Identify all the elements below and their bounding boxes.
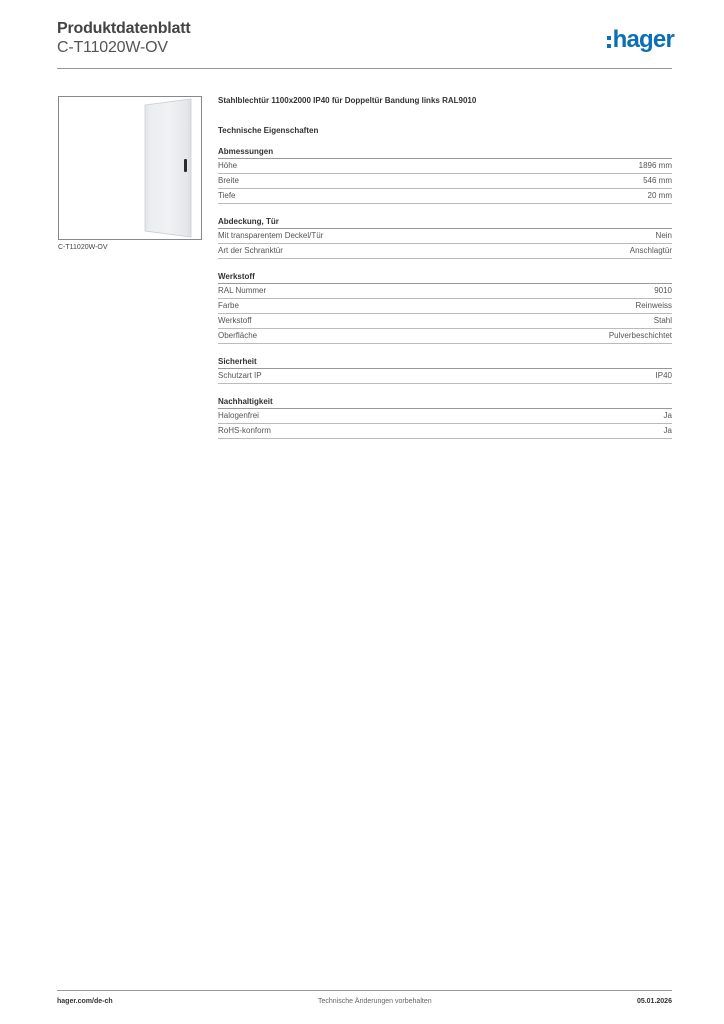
spec-label: Art der Schranktür — [218, 246, 283, 255]
spec-label: RoHS-konform — [218, 426, 271, 435]
spec-row — [218, 244, 672, 259]
spec-label: Werkstoff — [218, 316, 252, 325]
section-material — [218, 272, 672, 344]
spec-row — [218, 409, 672, 424]
spec-label: Mit transparentem Deckel/Tür — [218, 231, 324, 240]
footer-divider — [57, 990, 672, 991]
spec-value: Reinweiss — [635, 301, 672, 310]
spec-row — [218, 314, 672, 329]
spec-row — [218, 369, 672, 384]
section-title: Abdeckung, Tür — [218, 217, 672, 229]
section-dimensions — [218, 147, 672, 204]
footer-website-link[interactable]: hager.com/de-ch — [57, 998, 113, 1005]
section-title: Werkstoff — [218, 272, 672, 284]
spec-label: Höhe — [218, 161, 238, 170]
spec-value: Nein — [655, 231, 672, 240]
spec-value: IP40 — [655, 371, 672, 380]
spec-label: Breite — [218, 176, 239, 185]
hager-logo — [607, 28, 674, 52]
spec-row — [218, 174, 672, 189]
spec-label: Oberfläche — [218, 331, 258, 340]
spec-label: Halogenfrei — [218, 411, 259, 420]
product-details — [218, 96, 672, 439]
spec-value: Ja — [663, 426, 672, 435]
spec-row — [218, 189, 672, 204]
spec-value: Pulverbeschichtet — [608, 331, 672, 340]
spec-row — [218, 329, 672, 344]
section-cover-door — [218, 217, 672, 259]
spec-value: 1896 mm — [638, 161, 672, 170]
spec-row — [218, 424, 672, 439]
spec-row — [218, 284, 672, 299]
section-sustainability — [218, 397, 672, 439]
spec-label: RAL Nummer — [218, 286, 267, 295]
section-title: Abmessungen — [218, 147, 672, 159]
section-title: Nachhaltigkeit — [218, 397, 672, 409]
spec-value: 9010 — [654, 286, 672, 295]
spec-label: Farbe — [218, 301, 239, 310]
spec-row — [218, 299, 672, 314]
section-title: Sicherheit — [218, 357, 672, 369]
image-caption: C-T11020W-OV — [58, 244, 108, 251]
technical-properties-heading: Technische Eigenschaften — [218, 126, 319, 135]
product-name: Stahlblechtür 1100x2000 IP40 für Doppeltür Bandung links RAL9010 — [218, 96, 477, 105]
spec-value: Anschlagtür — [629, 246, 672, 255]
product-image — [58, 96, 202, 240]
page-footer — [57, 998, 672, 1005]
spec-label: Schutzart IP — [218, 371, 262, 380]
document-title: Produktdatenblatt — [57, 20, 191, 37]
spec-value: 546 mm — [643, 176, 672, 185]
section-safety — [218, 357, 672, 384]
product-code: C-T11020W-OV — [57, 39, 168, 56]
logo-dots-icon — [607, 36, 611, 48]
spec-value: 20 mm — [647, 191, 672, 200]
footer-date: 05.01.2026 — [636, 998, 672, 1005]
spec-row — [218, 159, 672, 174]
spec-value: Stahl — [653, 316, 672, 325]
footer-disclaimer: Technische Änderungen vorbehalten — [317, 998, 432, 1005]
header-divider — [57, 68, 672, 69]
spec-label: Tiefe — [218, 191, 236, 200]
steel-door-image — [59, 97, 201, 239]
spec-value: Ja — [663, 411, 672, 420]
page-header — [57, 20, 191, 57]
spec-row — [218, 229, 672, 244]
logo-wordmark: hager — [612, 26, 674, 53]
